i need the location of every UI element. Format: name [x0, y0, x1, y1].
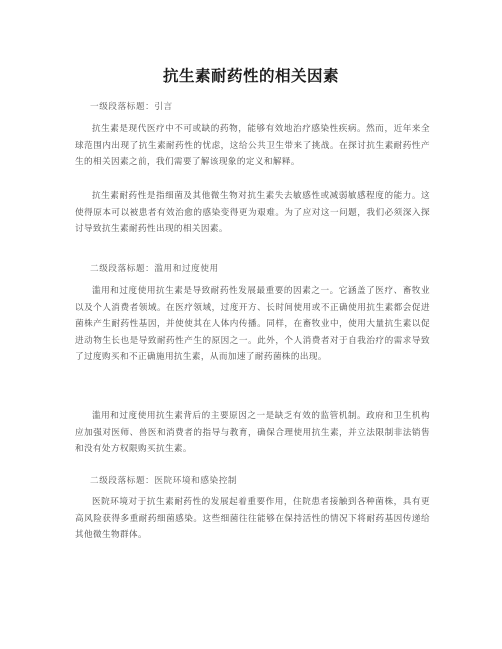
paragraph-intro-1: 抗生素是现代医疗中不可或缺的药物，能够有效地治疗感染性疾病。然而，近年来全球范围内出现了抗生素耐药性的忧虑，这给公共卫生带来了挑战。在探讨抗生素耐药性产生的相关因素之前，我们需要了解该现象的定义和解释。: [75, 124, 430, 168]
paragraph-intro-2: 抗生素耐药性是指细菌及其他微生物对抗生素失去敏感性或减弱敏感程度的能力。这使得原本可以被患者有效治愈的感染变得更为艰难。为了应对这一问题，我们必须深入探讨导致抗生素耐药性出现的相关因素。: [75, 191, 430, 235]
paragraph-abuse-2: 滥用和过度使用抗生素背后的主要原因之一是缺乏有效的监管机制。政府和卫生机构应加强对医师、兽医和消费者的指导与教育，确保合理使用抗生素，并立法限制非法销售和没有处方权限购买抗生素。: [75, 411, 430, 455]
section-heading-hospital: 二级段落标题：医院环境和感染控制: [90, 476, 238, 486]
document-title: 抗生素耐药性的相关因素: [162, 67, 339, 85]
paragraph-hospital-1: 医院环境对于抗生素耐药性的发展起着重要作用，住院患者接触到各种菌株，具有更高风险获得多重耐药细菌感染。这些细菌往往能够在保持活性的情况下将耐药基因传递给其他微生物群体。: [75, 497, 430, 541]
section-heading-introduction: 一级段落标题：引言: [90, 102, 173, 112]
section-heading-abuse: 二级段落标题：滥用和过度使用: [90, 264, 219, 274]
paragraph-abuse-1: 滥用和过度使用抗生素是导致耐药性发展最重要的因素之一。它涵盖了医疗、畜牧业以及个人消费者领域。在医疗领域，过度开方、长时间使用或不正确使用抗生素都会促进菌株产生耐药性基因，并使使其在人体内传播。同样，在畜牧业中，使用大量抗生素以促进动物生长也是导致耐药性产生的原因之一。此外，个人消费者对于自我治疗的需求导致了过度购买和不正确施用抗生素，从而加速了耐药菌株的出现。: [75, 286, 430, 363]
